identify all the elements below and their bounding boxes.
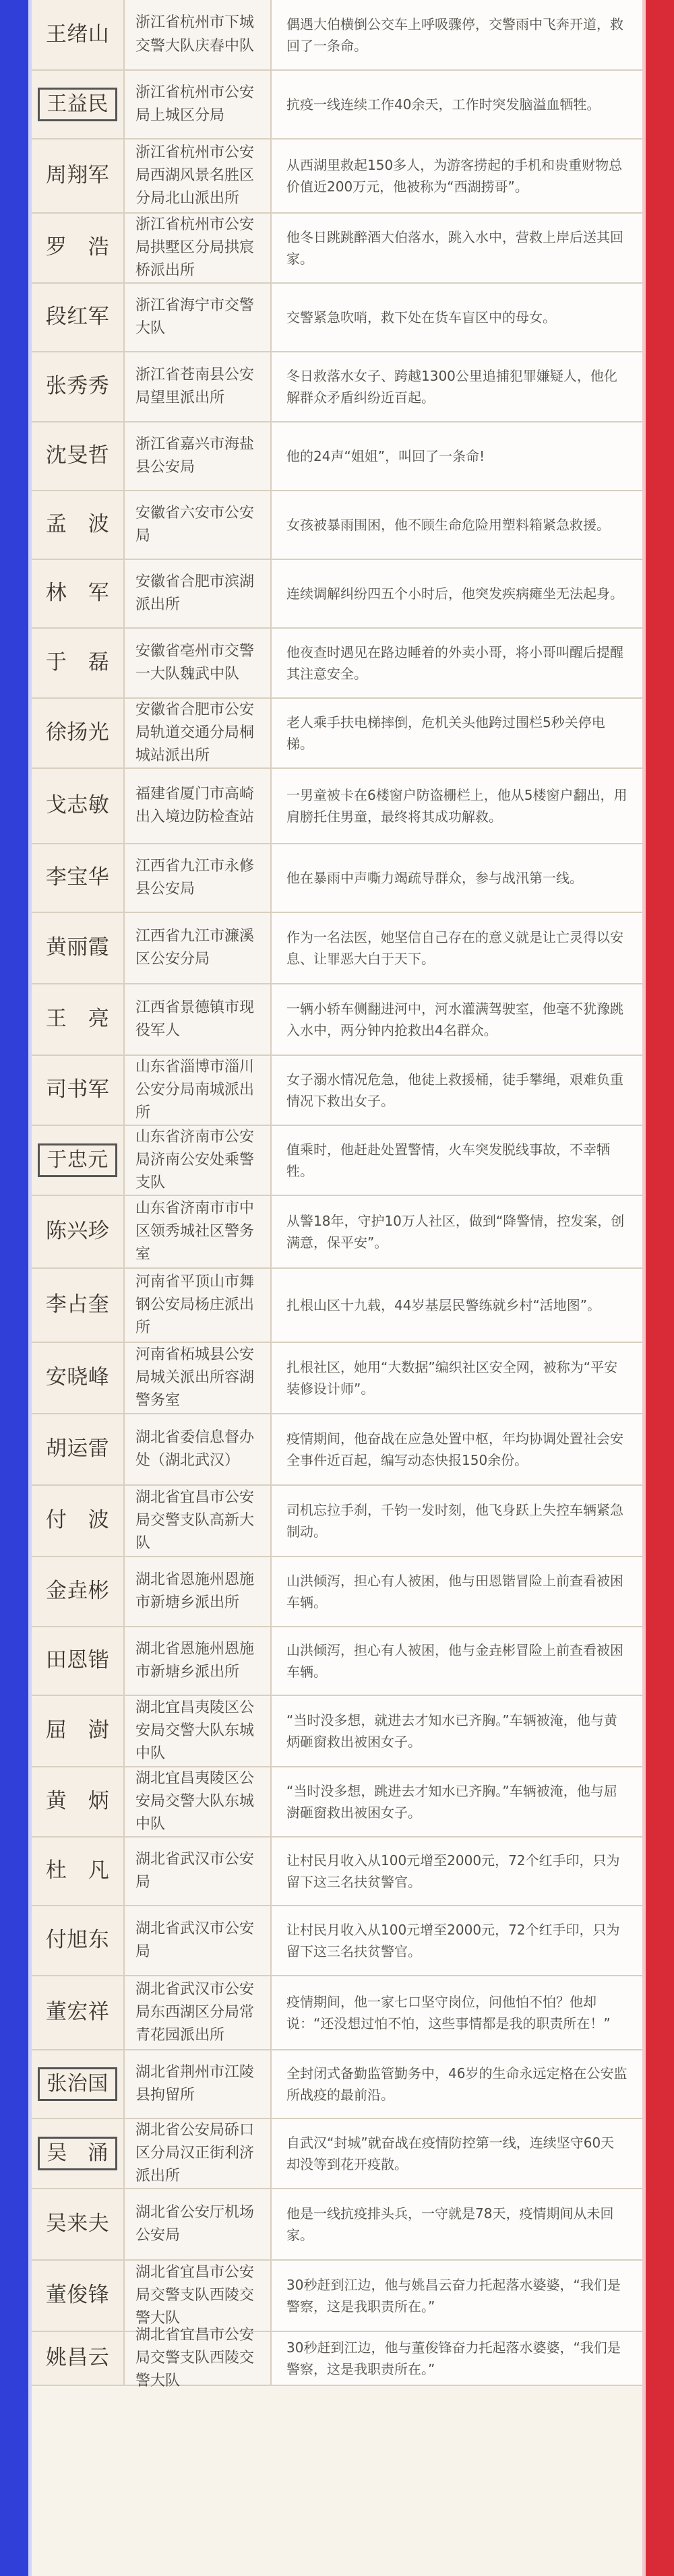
person-name: 胡运雷 [45,1437,110,1462]
police-unit: 湖北省委信息督办处（湖北武汉） [135,1428,255,1469]
unit-cell [125,913,272,983]
deed-cell [272,1343,642,1413]
police-unit: 安徽省合肥市公安局轨道交通分局桐城站派出所 [135,701,255,765]
police-unit: 安徽省合肥市滨湖派出所 [135,573,255,613]
deed-cell [272,1837,642,1905]
person-name: 吴 涌 [38,2137,117,2170]
name-cell [32,71,125,138]
deed-description: 山洪倾泻，担心有人被困，他与田恩锴冒险上前查看被困车辆。 [286,1573,623,1610]
person-name: 李宝华 [45,865,110,890]
unit-cell [125,1767,272,1836]
name-cell [32,491,125,559]
person-name: 陈兴珍 [45,1219,110,1244]
police-unit: 湖北省宜昌市公安局交警支队西陵交警大队 [135,2263,255,2327]
table-row [32,0,642,71]
person-name: 田恩锴 [45,1648,110,1673]
table-row [32,1343,642,1414]
person-name: 沈旻哲 [45,443,110,468]
police-unit: 江西省九江市濂溪区公安分局 [135,927,255,968]
unit-cell [125,0,272,69]
person-name: 付 波 [45,1508,110,1533]
deed-description: 冬日救落水女子、跨越1300公里追捕犯罪嫌疑人，他化解群众矛盾纠纷近百起。 [286,368,617,406]
deed-cell [272,1196,642,1267]
person-name: 王益民 [38,88,117,121]
table-row [32,71,642,139]
unit-cell [125,2119,272,2188]
unit-cell [125,1126,272,1195]
deed-description: 作为一名法医，她坚信自己存在的意义就是让亡灵得以安息、让罪恶大白于天下。 [286,929,623,967]
deed-cell [272,984,642,1055]
deed-cell [272,71,642,138]
unit-cell [125,1343,272,1413]
deed-cell [272,2119,642,2188]
person-name: 段红军 [45,305,110,329]
deed-description: 偶遇大伯横倒公交车上呼吸骤停，交警雨中飞奔开道，救回了一条命。 [286,15,623,54]
deed-cell [272,2332,642,2385]
person-name: 司书军 [45,1077,110,1102]
deed-cell [272,284,642,351]
police-unit: 湖北宜昌夷陵区公安局交警大队东城中队 [135,1699,255,1763]
table-row [32,1269,642,1343]
deed-cell [272,629,642,697]
table-row [32,699,642,769]
table-row [32,1837,642,1906]
name-cell [32,1976,125,2049]
unit-cell [125,844,272,912]
table-row [32,214,642,284]
deed-description: 扎根山区十九载，44岁基层民警练就乡村“活地图”。 [286,1297,601,1313]
deed-cell [272,560,642,627]
unit-cell [125,1906,272,1975]
police-unit: 河南省柘城县公安局城关派出所容湖警务室 [135,1346,255,1410]
police-unit: 湖北省公安局硚口区分局汉正街利济派出所 [135,2121,255,2185]
name-cell [32,1126,125,1195]
name-cell [32,1486,125,1556]
deed-cell [272,2189,642,2259]
police-unit: 湖北省武汉市公安局东西湖区分局常青花园派出所 [135,1980,255,2044]
police-unit: 湖北宜昌夷陵区公安局交警大队东城中队 [135,1769,255,1833]
person-name: 金垚彬 [45,1579,110,1604]
deed-cell [272,352,642,421]
police-unit: 安徽省六安市公安局 [135,504,255,544]
police-unit: 安徽省亳州市交警一大队魏武中队 [135,642,255,683]
person-name: 姚昌云 [45,2346,110,2370]
table-row [32,1557,642,1627]
unit-cell [125,214,272,282]
police-unit: 湖北省公安厅机场公安局 [135,2203,255,2244]
deed-description: 一辆小轿车侧翻进河中，河水灌满驾驶室，他毫不犹豫跳入水中，两分钟内抢救出4名群众。 [286,1001,623,1038]
unit-cell [125,422,272,490]
table-row [32,1414,642,1486]
unit-cell [125,769,272,843]
unit-cell [125,560,272,627]
person-name: 杜 凡 [45,1858,110,1883]
person-name: 周翔军 [45,163,110,188]
right-red-border [642,0,646,2576]
police-unit: 浙江省嘉兴市海盐县公安局 [135,435,255,476]
table-row [32,352,642,422]
police-unit: 浙江省海宁市交警大队 [135,296,255,337]
deed-description: 他冬日跳跳醉酒大伯落水，跳入水中，营救上岸后送其回家。 [286,229,623,267]
name-cell [32,352,125,421]
deed-cell [272,214,642,282]
name-cell [32,1837,125,1905]
unit-cell [125,139,272,212]
deed-description: 女孩被暴雨围困，他不顾生命危险用塑料箱紧急救援。 [286,517,610,533]
police-unit: 福建省厦门市高崎出入境边防检查站 [135,785,255,825]
table-row [32,1906,642,1976]
name-cell [32,2261,125,2331]
deed-description: 疫情期间，他一家七口坚守岗位，问他怕不怕？他却说：“还没想过怕不怕，这些事情都是我的职责所在！” [286,1994,611,2032]
person-name: 林 军 [45,581,110,606]
deed-description: 一男童被卡在6楼窗户防盗栅栏上，他从5楼窗户翻出，用肩膀托住男童，最终将其成功解救。 [286,787,627,825]
name-cell [32,422,125,490]
person-name: 张秀秀 [45,374,110,399]
unit-cell [125,1627,272,1695]
unit-cell [125,1696,272,1766]
person-name: 屈 澍 [45,1718,110,1743]
deed-cell [272,1126,642,1195]
name-cell [32,2119,125,2188]
table-row [32,629,642,699]
unit-cell [125,2261,272,2331]
person-name: 董俊锋 [45,2283,110,2308]
unit-cell [125,1414,272,1484]
unit-cell [125,629,272,697]
unit-cell [125,1976,272,2049]
unit-cell [125,1269,272,1342]
unit-cell [125,1196,272,1267]
deed-cell [272,769,642,843]
deed-description: 30秒赶到江边，他与姚昌云奋力托起落水婆婆，“我们是警察，这是我职责所在。” [286,2277,621,2315]
unit-cell [125,2326,272,2390]
person-name: 孟 波 [45,512,110,537]
deed-description: 让村民月收入从100元增至2000元，72个红手印，只为留下这三名扶贫警官。 [286,1922,620,1959]
unit-cell [125,984,272,1055]
person-name: 付旭东 [45,1928,110,1953]
name-cell [32,1627,125,1695]
deed-description: 他是一线抗疫排头兵，一守就是78天，疫情期间从未回家。 [286,2205,614,2243]
deed-description: 疫情期间，他奋战在应急处置中枢，年均协调处置社会安全事件近百起，编写动态快报150余份。 [286,1431,623,1468]
table-row [32,2261,642,2332]
deed-description: 老人乘手扶电梯摔倒，危机关头他跨过围栏5秒关停电梯。 [286,714,605,752]
deed-description: 他夜查时遇见在路边睡着的外卖小哥，将小哥叫醒后提醒其注意安全。 [286,644,623,682]
deed-description: 抗疫一线连续工作40余天，工作时突发脑溢血牺牲。 [286,96,601,113]
police-unit: 河南省平顶山市舞钢公安局杨庄派出所 [135,1273,255,1337]
police-unit: 浙江省杭州市公安局西湖风景名胜区分局北山派出所 [135,144,255,208]
deed-description: 从警18年，守护10万人社区，做到“降警情，控发案，创满意，保平安”。 [286,1213,625,1251]
police-unit: 浙江省杭州市公安局上城区分局 [135,84,255,124]
name-cell [32,1269,125,1342]
deed-cell [272,491,642,559]
deed-cell [272,699,642,767]
deed-description: 30秒赶到江边，他与董俊锋奋力托起落水婆婆，“我们是警察，这是我职责所在。” [286,2339,621,2377]
deed-description: 山洪倾泻，担心有人被困，他与金垚彬冒险上前查看被困车辆。 [286,1642,623,1680]
police-unit: 浙江省杭州市下城交警大队庆春中队 [135,14,255,55]
person-name: 王绪山 [45,22,110,46]
police-unit: 湖北省宜昌市公安局交警支队西陵交警大队 [135,2326,255,2390]
person-name: 董宏祥 [45,2000,110,2025]
deed-cell [272,1557,642,1626]
name-cell [32,844,125,912]
person-name: 王 亮 [45,1007,110,1032]
police-unit: 山东省济南市市中区领秀城社区警务室 [135,1199,255,1263]
person-name: 黄 炳 [45,1789,110,1814]
person-name: 徐扬光 [45,720,110,745]
unit-cell [125,1837,272,1905]
table-row [32,769,642,844]
name-cell [32,769,125,843]
deed-description: 扎根社区，她用“大数据”编织社区安全网，被称为“平安装修设计师”。 [286,1359,618,1397]
table-row [32,1627,642,1696]
table-row [32,2326,642,2390]
name-cell [32,0,125,69]
name-cell [32,1414,125,1484]
table-row [32,560,642,629]
deed-description: 自武汉“封城”就奋战在疫情防控第一线，连续坚守60天却没等到花开疫散。 [286,2135,615,2172]
deed-description: 他在暴雨中声嘶力竭疏导群众，参与战汛第一线。 [286,870,583,886]
police-unit: 江西省九江市永修县公安局 [135,857,255,898]
deed-cell [272,2261,642,2331]
deed-cell [272,844,642,912]
unit-cell [125,352,272,421]
name-cell [32,629,125,697]
person-name: 李占奎 [45,1292,110,1317]
deed-cell [272,139,642,212]
table-row [32,1767,642,1837]
deed-description: 司机忘拉手刹，千钧一发时刻，他飞身跃上失控车辆紧急制动。 [286,1502,623,1540]
deed-cell [272,1767,642,1836]
table-row [32,491,642,560]
deed-description: 交警紧急吹哨，救下处在货车盲区中的母女。 [286,309,556,325]
unit-cell [125,1056,272,1125]
police-unit: 湖北省武汉市公安局 [135,1920,255,1960]
name-cell [32,1696,125,1766]
police-unit: 江西省景德镇市现役军人 [135,999,255,1039]
police-unit: 湖北省武汉市公安局 [135,1850,255,1891]
deed-description: “当时没多想，就进去才知水已齐胸。”车辆被淹，他与黄炳砸窗救出被困女子。 [286,1712,617,1750]
deed-cell [272,913,642,983]
police-unit: 湖北省宜昌市公安局交警支队高新大队 [135,1488,255,1552]
name-cell [32,699,125,767]
police-unit: 山东省淄博市淄川公安分局南城派出所 [135,1058,255,1122]
deed-description: 让村民月收入从100元增至2000元，72个红手印，只为留下这三名扶贫警官。 [286,1852,620,1890]
name-cell [32,214,125,282]
police-unit: 湖北省荆州市江陵县拘留所 [135,2063,255,2104]
name-cell [32,984,125,1055]
police-unit: 浙江省苍南县公安局望里派出所 [135,366,255,406]
unit-cell [125,699,272,767]
person-name: 罗 浩 [45,235,110,260]
table-row [32,1486,642,1557]
police-unit: 山东省济南市公安局济南公安处乘警支队 [135,1128,255,1192]
police-unit: 湖北省恩施州恩施市新塘乡派出所 [135,1571,255,1611]
deed-description: 他的24声“姐姐”，叫回了一条命! [286,448,485,464]
name-cell [32,913,125,983]
person-name: 于 磊 [45,650,110,675]
deed-description: 连续调解纠纷四五个小时后，他突发疾病瘫坐无法起身。 [286,586,623,602]
person-name: 于忠元 [38,1143,117,1177]
table-row [32,984,642,1056]
person-name: 张治国 [38,2067,117,2101]
unit-cell [125,284,272,351]
unit-cell [125,71,272,138]
deed-cell [272,1627,642,1695]
table-row [32,2119,642,2189]
deed-description: 从西湖里救起150多人，为游客捞起的手机和贵重财物总价值近200万元，他被称为“西湖捞哥”。 [286,157,623,195]
table-row [32,1126,642,1196]
person-name: 戈志敏 [45,793,110,818]
name-cell [32,1056,125,1125]
police-unit: 湖北省恩施州恩施市新塘乡派出所 [135,1640,255,1680]
name-cell [32,560,125,627]
deed-cell [272,0,642,69]
table-row [32,1196,642,1269]
person-name: 黄丽霞 [45,935,110,960]
deed-cell [272,1906,642,1975]
deed-cell [272,422,642,490]
deed-cell [272,1696,642,1766]
table-row [32,844,642,913]
deed-cell [272,1269,642,1342]
unit-cell [125,491,272,559]
deed-cell [272,1486,642,1556]
table-row [32,2050,642,2119]
table-row [32,2189,642,2261]
table-row [32,1056,642,1126]
name-cell [32,2332,125,2385]
name-cell [32,1343,125,1413]
honor-roll-table [32,0,642,2390]
table-row [32,422,642,491]
name-cell [32,1557,125,1626]
name-cell [32,2050,125,2118]
deed-description: 全封闭式备勤监管勤务中，46岁的生命永远定格在公安监所战疫的最前沿。 [286,2065,627,2103]
unit-cell [125,1486,272,1556]
name-cell [32,139,125,212]
table-row [32,1976,642,2050]
police-unit: 浙江省杭州市公安局拱墅区分局拱宸桥派出所 [135,216,255,280]
deed-description: “当时没多想，跳进去才知水已齐胸。”车辆被淹，他与屈澍砸窗救出被困女子。 [286,1783,617,1821]
deed-description: 女子溺水情况危急，他徒上救援桶，徒手攀绳，艰难负重情况下救出女子。 [286,1071,623,1109]
name-cell [32,1906,125,1975]
unit-cell [125,1557,272,1626]
deed-cell [272,1414,642,1484]
name-cell [32,1196,125,1267]
deed-cell [272,1056,642,1125]
table-row [32,1696,642,1767]
unit-cell [125,2050,272,2118]
name-cell [32,284,125,351]
deed-description: 值乘时，他赶赴处置警情，火车突发脱线事故，不幸牺牲。 [286,1141,610,1179]
deed-cell [272,1976,642,2049]
name-cell [32,1767,125,1836]
name-cell [32,2189,125,2259]
unit-cell [125,2189,272,2259]
deed-cell [272,2050,642,2118]
table-row [32,913,642,984]
table-row [32,139,642,214]
person-name: 安晓峰 [45,1365,110,1390]
table-row [32,284,642,352]
person-name: 吴来夫 [45,2211,110,2236]
